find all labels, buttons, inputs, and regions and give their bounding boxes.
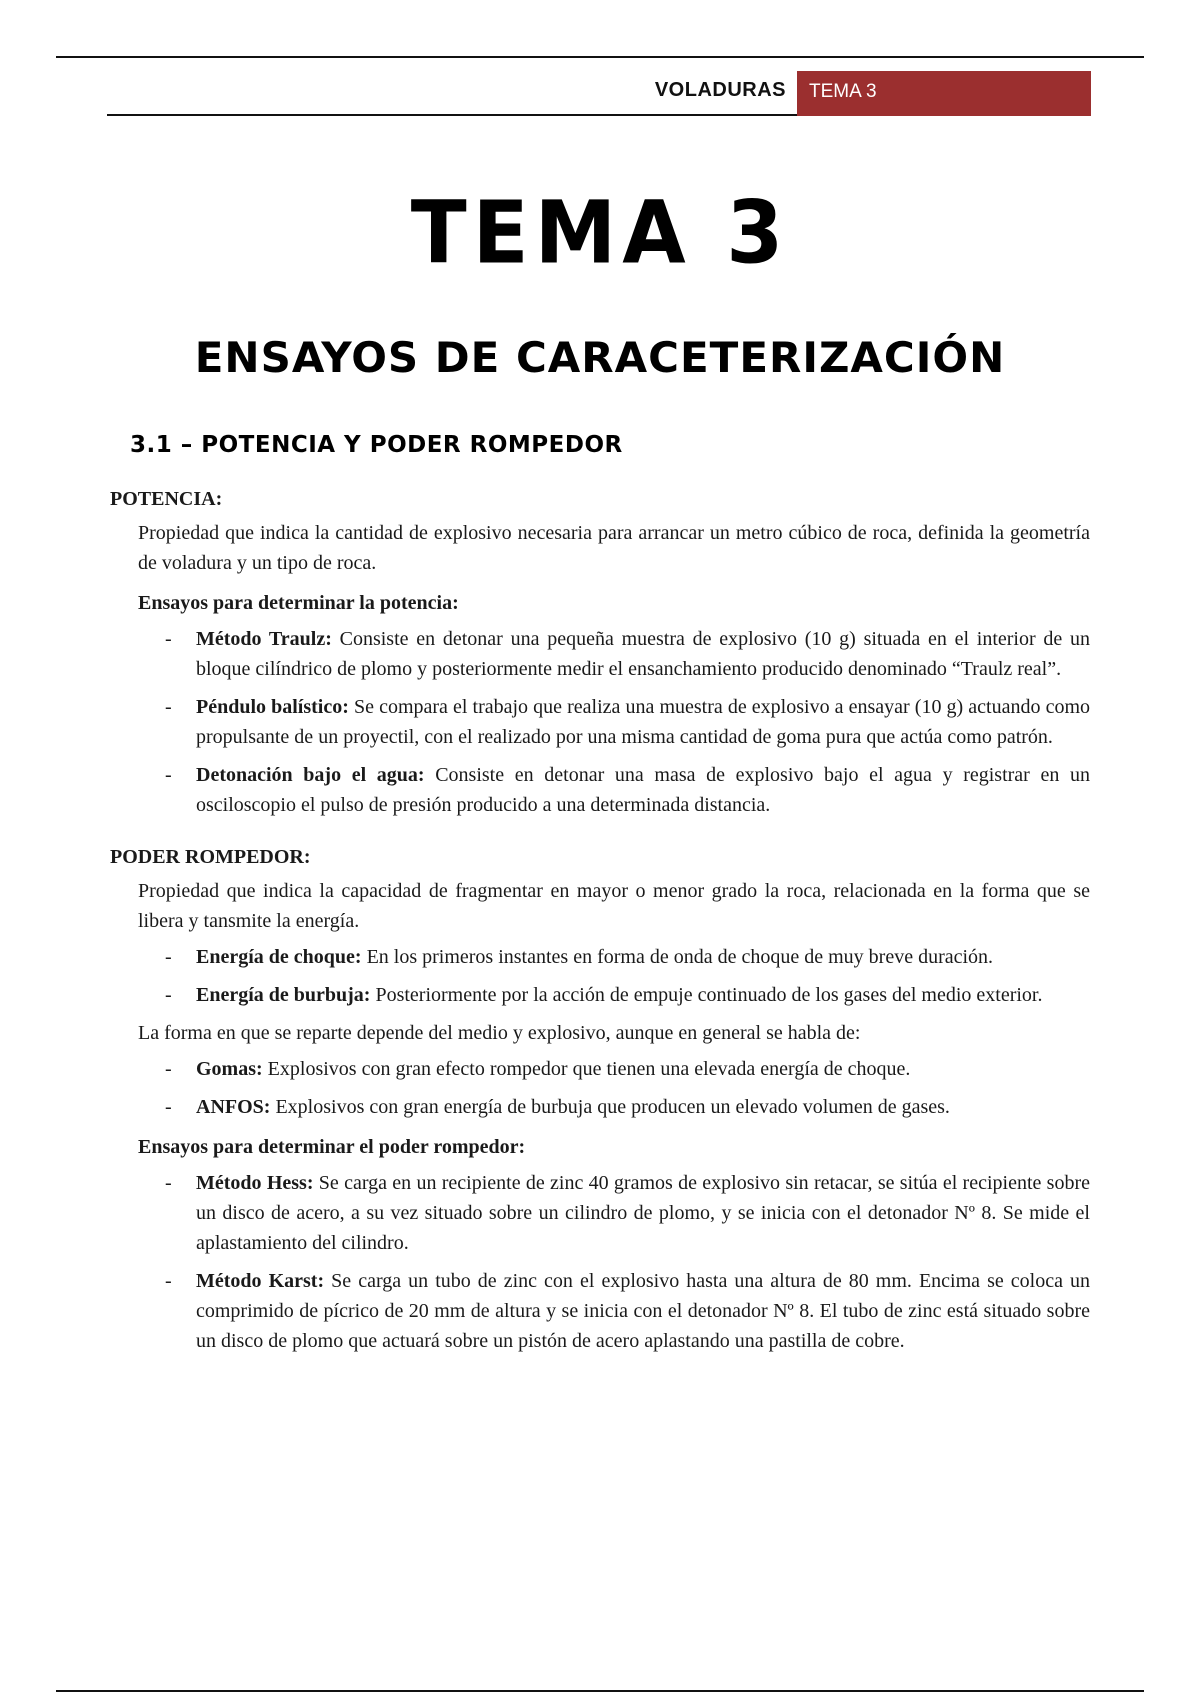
item-term: Energía de burbuja: xyxy=(196,984,371,1006)
potencia-label: POTENCIA: xyxy=(110,488,223,510)
list-item xyxy=(138,1168,1090,1258)
distribution-text: La forma en que se reparte depende del medio y explosivo, aunque en general se habla de: xyxy=(138,1022,861,1044)
header-topic-badge: TEMA 3 xyxy=(797,71,1091,116)
energies-list xyxy=(138,942,1090,1010)
list-item xyxy=(138,1054,1090,1084)
item-term: Método Traulz: xyxy=(196,628,332,650)
item-text: Consiste en detonar una masa de explosivo bajo el agua y registrar en un osciloscopio el pulso de presión producido a una determinada distancia. xyxy=(196,764,1090,816)
list-item xyxy=(138,1266,1090,1356)
list-item xyxy=(138,760,1090,820)
item-term: Detonación bajo el agua: xyxy=(196,764,425,786)
section-heading: 3.1 – POTENCIA Y PODER ROMPEDOR xyxy=(130,432,623,458)
item-term: ANFOS: xyxy=(196,1096,271,1118)
page-subtitle: ENSAYOS DE CARACETERIZACIÓN xyxy=(194,333,1006,382)
poder-description: Propiedad que indica la capacidad de fragmentar en mayor o menor grado la roca, relacionada en la forma que se libera y tansmite la energía. xyxy=(138,880,1090,932)
item-term: Péndulo balístico: xyxy=(196,696,349,718)
page-title: TEMA 3 xyxy=(410,183,790,284)
list-item xyxy=(138,980,1090,1010)
document-body xyxy=(110,484,1090,1364)
item-term: Gomas: xyxy=(196,1058,263,1080)
header-course-title: VOLADURAS xyxy=(654,79,786,101)
list-item xyxy=(138,692,1090,752)
item-text: Posteriormente por la acción de empuje continuado de los gases del medio exterior. xyxy=(370,984,1043,1006)
item-text: En los primeros instantes en forma de onda de choque de muy breve duración. xyxy=(361,946,994,968)
poder-label: PODER ROMPEDOR: xyxy=(110,846,311,868)
item-text: Se carga en un recipiente de zinc 40 gramos de explosivo sin retacar, se sitúa el recipiente sobre un disco de acero, a su vez situado sobre un cilindro de plomo, y se inicia con el detonador Nº 8. Se mide el aplastamiento del cilindro. xyxy=(196,1172,1091,1254)
item-text: Explosivos con gran energía de burbuja que producen un elevado volumen de gases. xyxy=(270,1096,950,1118)
item-text: Se carga un tubo de zinc con el explosivo hasta una altura de 80 mm. Encima se coloca un comprimido de pícrico de 20 mm de altura y se inicia con el detonador Nº 8. El tubo de zinc está situado sobre un disco de plomo que actuará sobre un pistón de acero aplastando una pastilla de cobre. xyxy=(196,1270,1091,1352)
potencia-tests-heading: Ensayos para determinar la potencia: xyxy=(138,592,459,614)
potencia-description: Propiedad que indica la cantidad de explosivo necesaria para arrancar un metro cúbico de roca, definida la geometría de voladura y un tipo de roca. xyxy=(138,522,1090,574)
item-text: Se compara el trabajo que realiza una muestra de explosivo a ensayar (10 g) actuando como propulsante de un proyectil, con el realizado por una misma cantidad de goma pura que actúa como patrón. xyxy=(196,696,1090,748)
item-term: Método Karst: xyxy=(196,1270,325,1292)
potencia-tests-list xyxy=(138,624,1090,820)
top-rule xyxy=(56,56,1144,58)
item-term: Método Hess: xyxy=(196,1172,314,1194)
poder-tests-heading: Ensayos para determinar el poder rompedor: xyxy=(138,1136,526,1158)
bottom-rule xyxy=(56,1690,1144,1692)
list-item xyxy=(138,624,1090,684)
item-text: Explosivos con gran efecto rompedor que tienen una elevada energía de choque. xyxy=(262,1058,911,1080)
item-term: Energía de choque: xyxy=(196,946,362,968)
item-text: Consiste en detonar una pequeña muestra de explosivo (10 g) situada en el interior de un bloque cilíndrico de plomo y posteriormente medir el ensanchamiento producido denominado “Traulz real”. xyxy=(196,628,1090,680)
poder-tests-list xyxy=(138,1168,1090,1356)
list-item xyxy=(138,1092,1090,1122)
explosive-types-list xyxy=(138,1054,1090,1122)
list-item xyxy=(138,942,1090,972)
